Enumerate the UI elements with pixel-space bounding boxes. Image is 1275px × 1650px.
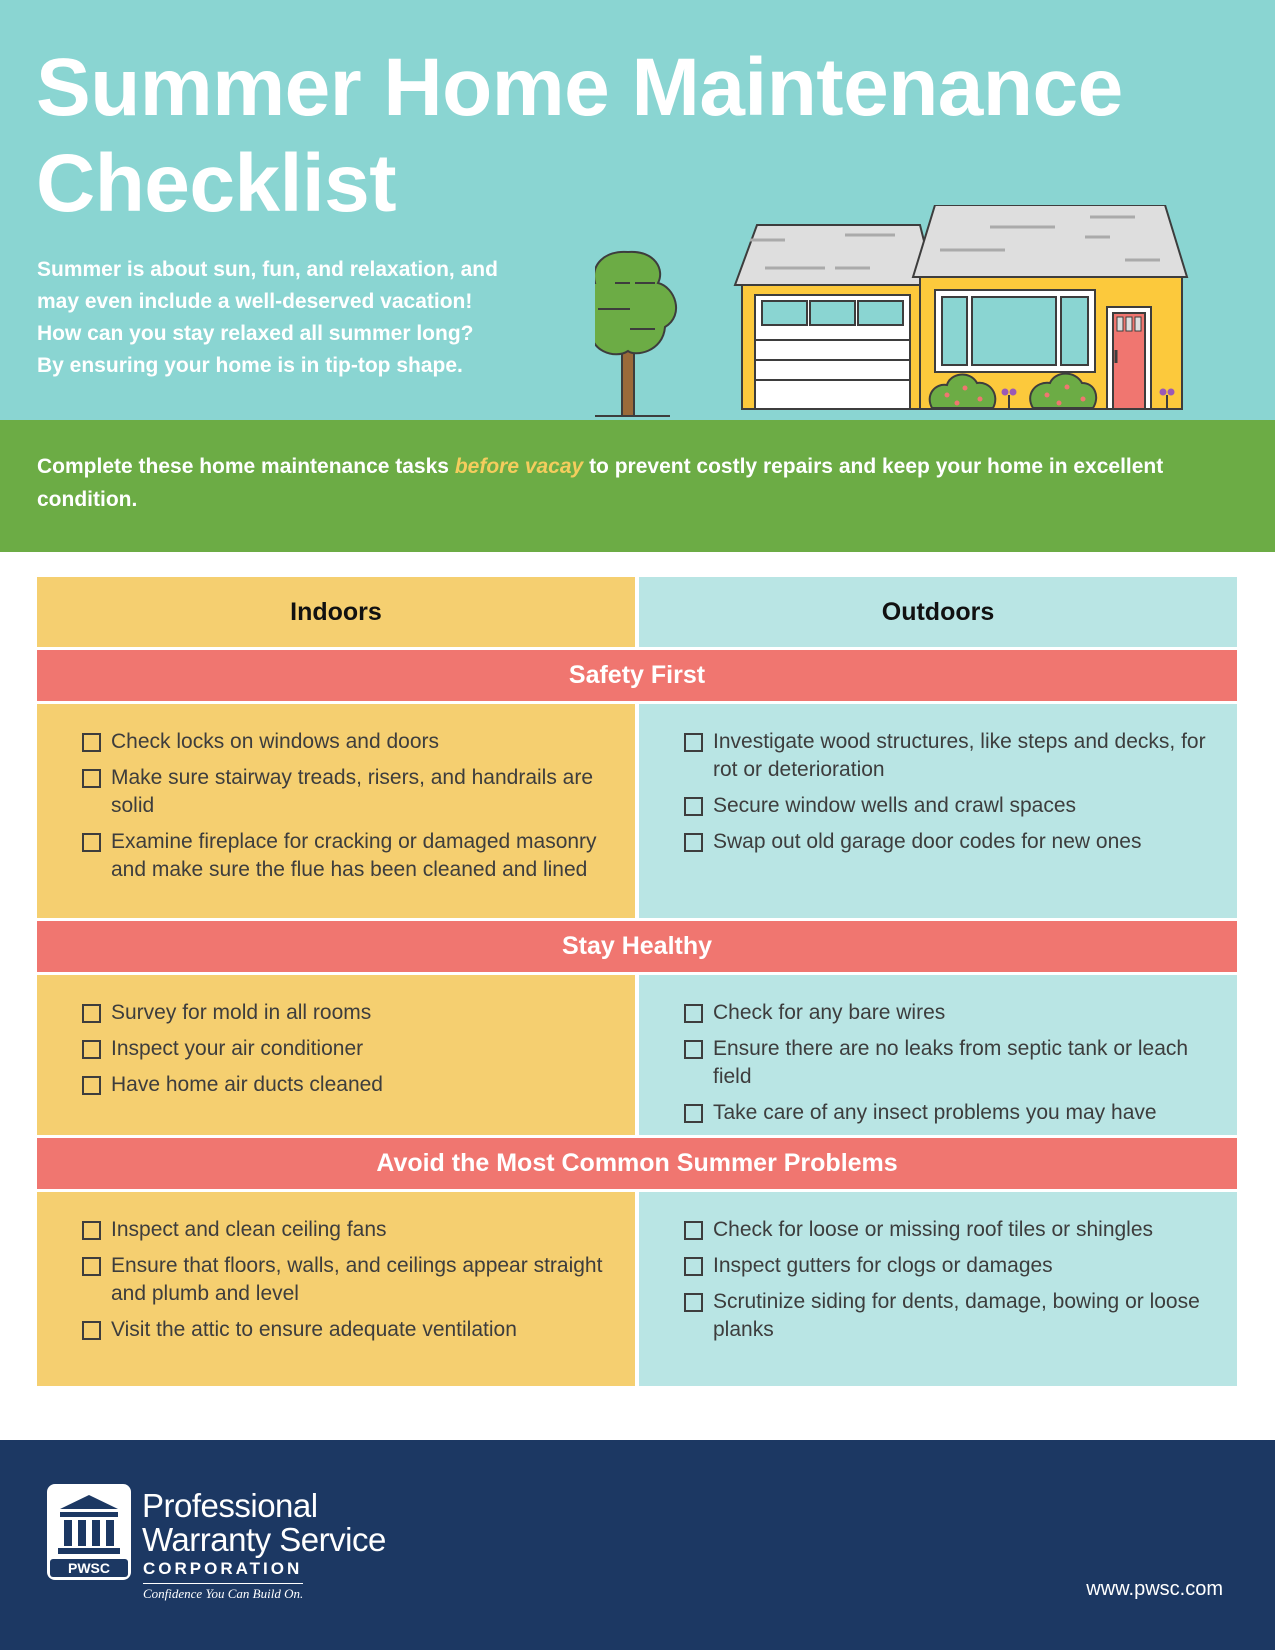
checklist-item-label: Secure window wells and crawl spaces	[713, 794, 1076, 817]
intro-line: By ensuring your home is in tip-top shape.	[37, 354, 463, 377]
checkbox-icon[interactable]	[684, 1293, 703, 1312]
checklist-item-label: Ensure there are no leaks from septic tank or leach field	[713, 1037, 1189, 1088]
checkbox-icon[interactable]	[82, 1076, 101, 1095]
checkbox-icon[interactable]	[82, 733, 101, 752]
checklist-item-label: Ensure that floors, walls, and ceilings appear straight and plumb and level	[111, 1254, 603, 1305]
house-illustration	[595, 205, 1245, 437]
logo-tagline: Confidence You Can Build On.	[143, 1586, 304, 1601]
checklist-item-label: Inspect and clean ceiling fans	[111, 1218, 387, 1241]
section-title: Safety First	[37, 650, 1237, 701]
checklist-item	[82, 1216, 615, 1244]
checklist-item-label: Visit the attic to ensure adequate ventilation	[111, 1318, 517, 1341]
checklist-item	[82, 828, 615, 884]
checklist-item	[82, 999, 615, 1027]
checkbox-icon[interactable]	[82, 1040, 101, 1059]
section-body	[37, 975, 1237, 1135]
checklist-item	[82, 1316, 615, 1344]
band-text-after: to prevent costly repairs and keep your home in excellent condition.	[37, 455, 1164, 511]
checklist-item-label: Check locks on windows and doors	[111, 730, 440, 753]
checklist-item	[684, 828, 1217, 856]
page-title	[36, 40, 1123, 232]
checkbox-icon[interactable]	[82, 1321, 101, 1340]
checklist-table	[37, 577, 1237, 1386]
indoors-list	[37, 975, 635, 1135]
checkbox-icon[interactable]	[82, 769, 101, 788]
checkbox-icon[interactable]	[684, 1221, 703, 1240]
checklist-item	[684, 999, 1217, 1027]
checklist-item-label: Check for loose or missing roof tiles or shingles	[713, 1218, 1154, 1241]
indoors-list	[37, 704, 635, 918]
column-header-indoors: Indoors	[37, 577, 635, 647]
column-headers	[37, 577, 1237, 647]
checklist-item-label: Make sure stairway treads, risers, and handrails are solid	[111, 766, 594, 817]
checkbox-icon[interactable]	[82, 1257, 101, 1276]
checkbox-icon[interactable]	[684, 1004, 703, 1023]
indoors-list	[37, 1192, 635, 1386]
checklist-item	[82, 1035, 615, 1063]
checklist-item-label: Investigate wood structures, like steps and decks, for rot or deterioration	[713, 730, 1206, 781]
checkbox-icon[interactable]	[82, 833, 101, 852]
title-line-1: Summer Home Maintenance	[36, 42, 1123, 133]
checklist-item-label: Have home air ducts cleaned	[111, 1073, 383, 1096]
checklist-item-label: Examine fireplace for cracking or damaged masonry and make sure the flue has been cleaned and lined	[111, 830, 597, 881]
checklist-item-label: Inspect your air conditioner	[111, 1037, 364, 1060]
checklist-item-label: Survey for mold in all rooms	[111, 1001, 372, 1024]
column-header-outdoors: Outdoors	[639, 577, 1237, 647]
checklist-item	[684, 1216, 1217, 1244]
checkbox-icon[interactable]	[684, 733, 703, 752]
checkbox-icon[interactable]	[684, 1104, 703, 1123]
checkbox-icon[interactable]	[684, 833, 703, 852]
checklist-item	[82, 764, 615, 820]
checklist-item	[684, 1288, 1217, 1344]
checkbox-icon[interactable]	[82, 1221, 101, 1240]
tree-icon	[595, 252, 676, 416]
checkbox-icon[interactable]	[684, 797, 703, 816]
checklist-item	[684, 792, 1217, 820]
intro-text	[37, 254, 597, 382]
outdoors-list	[639, 975, 1237, 1135]
logo-name-line-1: Professional	[142, 1487, 318, 1524]
intro-line: How can you stay relaxed all summer long?	[37, 322, 474, 345]
checklist-item-label: Take care of any insect problems you may have	[713, 1101, 1157, 1124]
website-link[interactable]: www.pwsc.com	[1086, 1578, 1223, 1600]
intro-line: Summer is about sun, fun, and relaxation, and	[37, 258, 498, 281]
band-text-before: Complete these home maintenance tasks	[37, 455, 455, 478]
checklist-item	[82, 728, 615, 756]
checklist-item-label: Scrutinize siding for dents, damage, bowing or loose planks	[713, 1290, 1200, 1341]
pwsc-logo-icon	[46, 1483, 132, 1581]
section-title: Avoid the Most Common Summer Problems	[37, 1138, 1237, 1189]
checklist-item-label: Check for any bare wires	[713, 1001, 946, 1024]
checklist-item	[684, 1099, 1217, 1127]
checkbox-icon[interactable]	[82, 1004, 101, 1023]
outdoors-list	[639, 1192, 1237, 1386]
title-line-2: Checklist	[36, 138, 397, 229]
checklist-item	[684, 1035, 1217, 1091]
section-body	[37, 1192, 1237, 1386]
outdoors-list	[639, 704, 1237, 918]
section-title: Stay Healthy	[37, 921, 1237, 972]
checklist-item-label: Swap out old garage door codes for new ones	[713, 830, 1142, 853]
checklist-item	[82, 1252, 615, 1308]
band-text	[37, 450, 1237, 516]
section-body	[37, 704, 1237, 918]
checkbox-icon[interactable]	[684, 1040, 703, 1059]
checklist-item	[684, 1252, 1217, 1280]
checkbox-icon[interactable]	[684, 1257, 703, 1276]
logo-corporation: CORPORATION	[143, 1559, 303, 1584]
band-emphasis: before vacay	[454, 455, 584, 478]
checklist-item	[684, 728, 1217, 784]
logo-badge: PWSC	[68, 1560, 110, 1576]
checklist-item	[82, 1071, 615, 1099]
logo-name-line-2: Warranty Service	[142, 1521, 386, 1558]
intro-line: may even include a well-deserved vacation!	[37, 290, 473, 313]
checklist-item-label: Inspect gutters for clogs or damages	[713, 1254, 1053, 1277]
